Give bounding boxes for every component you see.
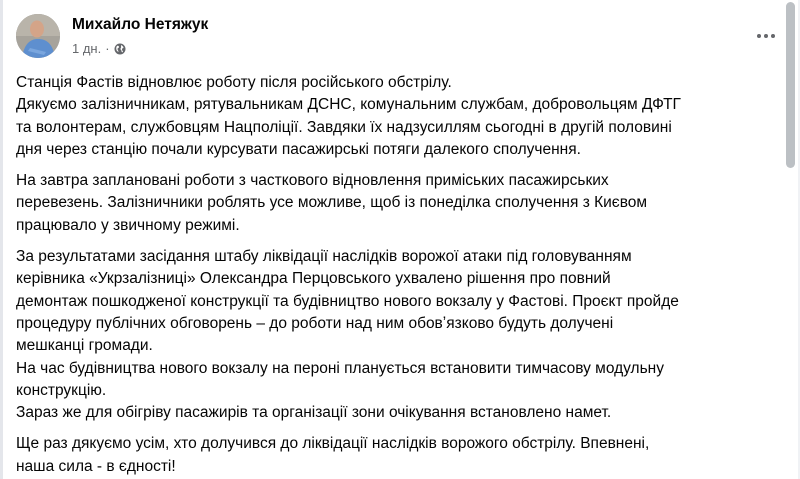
text-line: перевезень. Залізничники роблять усе можливе, щоб із понеділка сполучення з Києвом xyxy=(16,194,648,212)
more-options-icon xyxy=(771,34,775,38)
paragraph xyxy=(16,72,776,161)
post-timestamp[interactable]: 1 дн. xyxy=(72,41,102,56)
paragraph xyxy=(16,170,776,237)
more-options-icon xyxy=(757,34,761,38)
scrollbar-thumb[interactable] xyxy=(786,2,795,168)
post-body xyxy=(16,72,776,479)
avatar-photo-icon xyxy=(16,14,60,58)
more-options-icon xyxy=(764,34,768,38)
text-line: мешканці громади. xyxy=(16,337,153,355)
text-line: демонтаж пошкодженої конструкції та будівництво нового вокзалу у Фастові. Проєкт пройде xyxy=(16,292,679,310)
text-line: працювало у звичному режимі. xyxy=(16,216,240,234)
text-line: Ще раз дякуємо усім, хто долучився до ліквідації наслідків ворожого обстрілу. Впевнені, xyxy=(16,435,650,453)
text-line: На завтра заплановані роботи з часткового відновлення приміських пасажирських xyxy=(16,172,609,190)
text-line: конструкцію. xyxy=(16,381,107,399)
text-line: дня через станцію почали курсувати пасажирські потяги далекого сполучення. xyxy=(16,140,581,158)
text-line: наша сила - в єдності! xyxy=(16,457,176,475)
avatar[interactable] xyxy=(16,14,60,58)
text-line: Зараз же для обігріву пасажирів та організації зони очікування встановлено намет. xyxy=(16,404,612,422)
paragraph xyxy=(16,433,776,478)
globe-icon[interactable] xyxy=(114,43,126,55)
text-line: На час будівництва нового вокзалу на пероні планується встановити тимчасову модульну xyxy=(16,359,664,377)
text-line: Станція Фастів відновлює роботу після російського обстрілу. xyxy=(16,74,452,91)
post-header xyxy=(16,12,776,58)
paragraph xyxy=(16,246,776,424)
text-line: За результатами засідання штабу ліквідації наслідків ворожої атаки під головуванням xyxy=(16,248,632,266)
text-line: Дякуємо залізничникам, рятувальникам ДСНС, комунальним службам, добровольцям ДФТГ xyxy=(16,96,681,114)
post-meta xyxy=(72,41,126,56)
text-line: та волонтерам, службовцям Нацполіції. Завдяки їх надзусиллям сьогодні в другій половині xyxy=(16,118,672,136)
author-name[interactable]: Михайло Нетяжук xyxy=(72,16,209,33)
meta-separator: · xyxy=(105,41,110,56)
text-line: процедуру публічних обговорень – до роботи над ним обовʼязково будуть долучені xyxy=(16,314,614,332)
text-line: керівника «Укрзалізниці» Олександра Перцовського ухвалено рішення про повний xyxy=(16,270,611,288)
left-border xyxy=(0,0,3,479)
more-options-button[interactable] xyxy=(757,34,775,38)
